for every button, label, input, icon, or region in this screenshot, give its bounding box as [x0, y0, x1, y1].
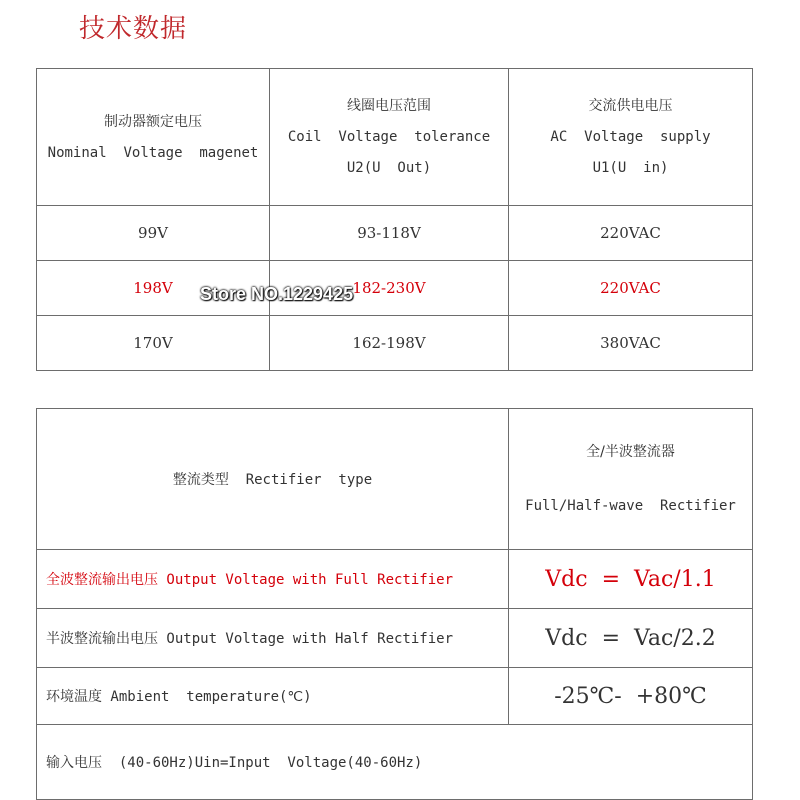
- header-rectifier-kind-en: Full/Half-wave Rectifier: [525, 498, 736, 514]
- full-rectifier-label: 全波整流输出电压 Output Voltage with Full Rectifier: [37, 550, 509, 609]
- cell-ac-supply: 380VAC: [509, 316, 753, 371]
- full-rectifier-formula: Vdc = Vac/1.1: [509, 550, 753, 609]
- header-ac-supply-symbol: U1(U in): [592, 160, 669, 176]
- table-header-row: [37, 69, 753, 206]
- header-ac-supply-en: AC Voltage supply: [550, 129, 711, 145]
- table-row: [37, 668, 753, 725]
- cell-coil-voltage: 93-118V: [270, 206, 509, 261]
- cell-nominal-voltage: 170V: [37, 316, 270, 371]
- voltage-spec-table: [36, 68, 753, 371]
- table-footer-row: [37, 725, 753, 800]
- header-ac-supply: [509, 69, 753, 206]
- header-coil-voltage: [270, 69, 509, 206]
- header-nominal-voltage-en: Nominal Voltage magenet: [47, 144, 259, 161]
- cell-nominal-voltage: 198V: [37, 261, 270, 316]
- table-row-highlighted: [37, 550, 753, 609]
- header-nominal-voltage-cn: 制动器额定电压: [104, 113, 202, 130]
- ambient-temperature-value: -25℃- +80℃: [509, 668, 753, 725]
- header-nominal-voltage: [37, 69, 270, 206]
- cell-ac-supply: 220VAC: [509, 206, 753, 261]
- header-coil-voltage-en: Coil Voltage tolerance: [287, 129, 491, 145]
- store-watermark: Store NO.1229425: [200, 284, 354, 304]
- ambient-temperature-label: 环境温度 Ambient temperature(℃): [37, 668, 509, 725]
- table-row: [37, 316, 753, 371]
- half-rectifier-formula: Vdc = Vac/2.2: [509, 609, 753, 668]
- cell-nominal-voltage: 99V: [37, 206, 270, 261]
- header-coil-voltage-symbol: U2(U Out): [346, 160, 432, 176]
- table-row-highlighted: [37, 261, 753, 316]
- header-rectifier-type: 整流类型 Rectifier type: [37, 409, 509, 550]
- header-rectifier-kind: [509, 409, 753, 550]
- page-title: 技术数据: [79, 14, 188, 44]
- half-rectifier-label: 半波整流输出电压 Output Voltage with Half Rectifier: [37, 609, 509, 668]
- table-row: [37, 609, 753, 668]
- header-coil-voltage-cn: 线圈电压范围: [347, 98, 431, 114]
- cell-coil-voltage: 162-198V: [270, 316, 509, 371]
- input-voltage-note: 输入电压 (40-60Hz)Uin=Input Voltage(40-60Hz): [37, 725, 753, 800]
- table-row: [37, 206, 753, 261]
- header-ac-supply-cn: 交流供电电压: [588, 98, 673, 114]
- rectifier-spec-table: [36, 408, 753, 800]
- cell-coil-voltage: 182-230V: [270, 261, 509, 316]
- header-rectifier-kind-cn: 全/半波整流器: [586, 444, 675, 460]
- rectifier-header-row: [37, 409, 753, 550]
- cell-ac-supply: 220VAC: [509, 261, 753, 316]
